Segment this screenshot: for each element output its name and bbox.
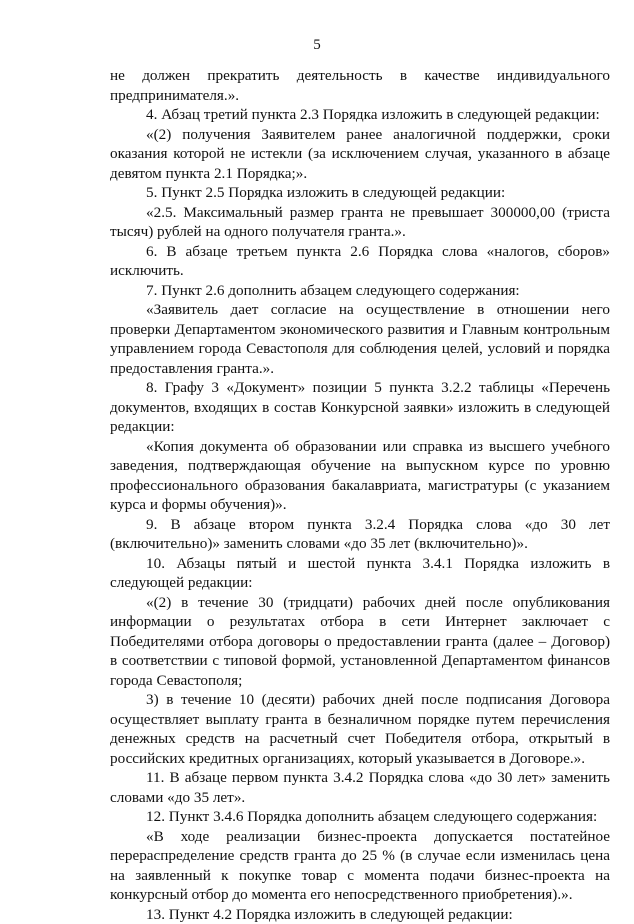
paragraph-item-11: 11. В абзаце первом пункта 3.4.2 Порядка слова «до 30 лет» заменить словами «до 35 лет». [110, 768, 610, 807]
paragraph-item-6: 6. В абзаце третьем пункта 2.6 Порядка слова «налогов, сборов» исключить. [110, 242, 610, 281]
paragraph-quote-2-6: «Заявитель дает согласие на осуществление в отношении него проверки Департаментом экономического развития и Главным контрольным управлением города Севастополя для соблюдения целей, условий и порядка предоставления гранта.». [110, 300, 610, 378]
paragraph-quote-3-4-6: «В ходе реализации бизнес-проекта допускается постатейное перераспределение средств гранта до 25 % (в случае если изменилась цена на заявленный к покупке товар с момента подачи бизнес-проекта на конкурсный отбор до момента его непосредственного приобретения).». [110, 827, 610, 905]
paragraph-item-13: 13. Пункт 4.2 Порядка изложить в следующей редакции: [110, 905, 610, 924]
paragraph-item-4: 4. Абзац третий пункта 2.3 Порядка изложить в следующей редакции: [110, 105, 610, 125]
paragraph-quote-2-5: «2.5. Максимальный размер гранта не превышает 300000,00 (триста тысяч) рублей на одного получателя гранта.». [110, 203, 610, 242]
paragraph-item-7: 7. Пункт 2.6 дополнить абзацем следующего содержания: [110, 281, 610, 301]
paragraph-item-8: 8. Графу 3 «Документ» позиции 5 пункта 3.2.2 таблицы «Перечень документов, входящих в состав Конкурсной заявки» изложить в следующей редакции: [110, 378, 610, 437]
document-body [110, 66, 610, 924]
paragraph-quote-document: «Копия документа об образовании или справка из высшего учебного заведения, подтверждающая обучение на выпускном курсе по уровню профессионального образования бакалавриата, магистратуры (с указанием курса и формы обучения)». [110, 437, 610, 515]
page-number: 5 [0, 36, 634, 54]
paragraph-continuation: не должен прекратить деятельность в качестве индивидуального предпринимателя.». [110, 66, 610, 105]
paragraph-quote-3-4-1-b: 3) в течение 10 (десяти) рабочих дней после подписания Договора осуществляет выплату гранта в безналичном порядке путем перечисления денежных средств на расчетный счет Победителя отбора, открытый в российских кредитных организациях, который указывается в Договоре.». [110, 690, 610, 768]
paragraph-quote-2-3: «(2) получения Заявителем ранее аналогичной поддержки, сроки оказания которой не истекли (за исключением случая, указанного в абзаце девятом пункта 2.1 Порядка;». [110, 125, 610, 184]
paragraph-quote-3-4-1-a: «(2) в течение 30 (тридцати) рабочих дней после опубликования информации о результатах отбора в сети Интернет заключает с Победителями отбора договоры о предоставлении гранта (далее – Договор) в соответствии с типовой формой, установленной Департаментом финансов города Севастополя; [110, 593, 610, 691]
paragraph-item-9: 9. В абзаце втором пункта 3.2.4 Порядка слова «до 30 лет (включительно)» заменить словами «до 35 лет (включительно)». [110, 515, 610, 554]
paragraph-item-5: 5. Пункт 2.5 Порядка изложить в следующей редакции: [110, 183, 610, 203]
paragraph-item-10: 10. Абзацы пятый и шестой пункта 3.4.1 Порядка изложить в следующей редакции: [110, 554, 610, 593]
paragraph-item-12: 12. Пункт 3.4.6 Порядка дополнить абзацем следующего содержания: [110, 807, 610, 827]
